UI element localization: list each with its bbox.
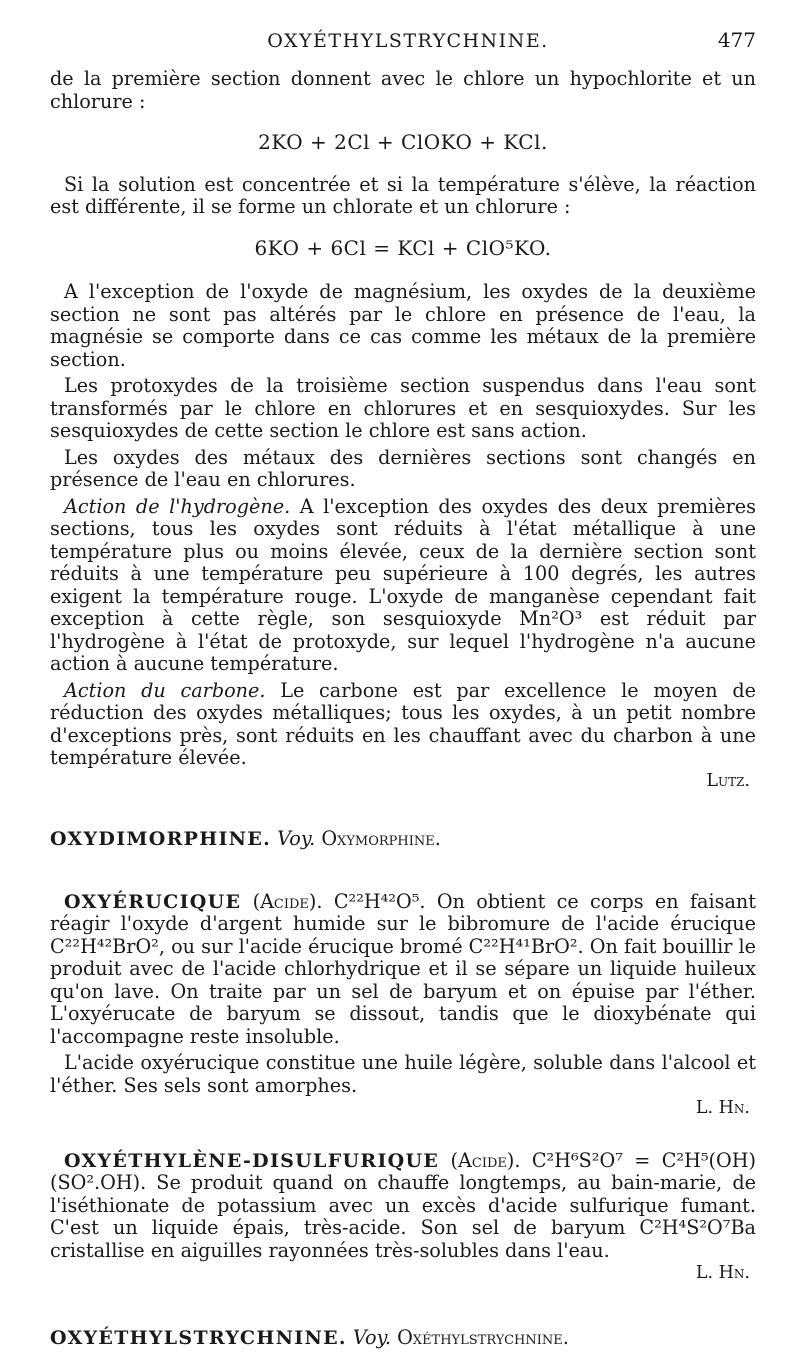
- voy-label: Voy.: [277, 827, 316, 850]
- paragraph-hydrogen-action: [50, 496, 756, 676]
- paragraph-magnesium-exception: A l'exception de l'oxyde de magnésium, les oxydes de la deuxième section ne sont pas altérés par le chlore en présence de l'eau, la magnésie se comporte dans ce cas comme les métaux de la première section.: [50, 280, 756, 371]
- page-body: [50, 68, 756, 1349]
- paragraph-continuation: de la première section donnent avec le chlore un hypochlorite et un chlorure :: [50, 67, 756, 113]
- entry-heading-oxydimorphine: OXYDIMORPHINE.: [50, 828, 272, 850]
- cross-reference-oxymorphine: Oxymorphine.: [321, 827, 441, 850]
- hydrogen-action-label: Action de l'hydrogène.: [64, 494, 291, 518]
- entry-text-oxyethylene-disulfurique: C²H⁶S²O⁷ = C²H⁵(OH)(SO².OH). Se produit quand on chauffe longtemps, au bain-marie, de l'iséthionate de potassium avec un excès d'acide sulfurique fumant. C'est un liquide épais, très-acide. Son sel de baryum C²H⁴S²O⁷Ba cristallise en aiguilles rayonnées très-solubles dans l'eau.: [50, 1148, 756, 1262]
- paragraph-carbon-action: [50, 680, 756, 770]
- formula-hypochlorite: 2KO + 2Cl + ClOKO + KCl.: [258, 130, 548, 154]
- entry-oxyerucique: [50, 891, 756, 1049]
- author-signature-lutz: Lutz.: [706, 770, 750, 791]
- paragraph-oxyerucique-properties: L'acide oxyérucique constitue une huile légère, soluble dans l'alcool et l'éther. Ses sels sont amorphes.: [50, 1051, 756, 1097]
- author-signature-lhn: L. Hn.: [695, 1098, 750, 1118]
- entry-qualifier-acide: (Acide).: [439, 1148, 521, 1172]
- hydrogen-action-text: A l'exception des oxydes des deux premières sections, tous les oxydes sont réduits à l'état métallique à une température plus ou moins élevée, ceux de la dernière section sont réduits à une température peu supérieure à 100 degrés, les autres exigent la température rouge. L'oxyde de manganèse cependant fait exception à cette règle, son sesquioxyde Mn²O³ est réduit par l'hydrogène à l'état de protoxyde, sur lequel l'hydrogène n'a aucune action à aucune température.: [50, 494, 756, 675]
- paragraph-protoxydes: Les protoxydes de la troisième section suspendus dans l'eau sont transformés par le chlore en chlorures et en sesquioxydes. Sur les sesquioxydes de cette section le chlore est sans action.: [50, 374, 756, 442]
- cross-reference-oxethylstrychnine: Oxéthylstrychnine.: [397, 1325, 569, 1349]
- paragraph-concentrated-solution: Si la solution est concentrée et si la température s'élève, la réaction est différente, il se forme un chlorate et un chlorure :: [50, 172, 756, 218]
- running-title: OXYÉTHYLSTRYCHNINE.: [267, 30, 549, 52]
- entry-text-oxyerucique: C²²H⁴²O⁵. On obtient ce corps en faisant réagir l'oxyde d'argent humide sur le bibromure de l'acide érucique C²²H⁴²BrO², ou sur l'acide érucique bromé C²²H⁴¹BrO². On fait bouillir le produit avec de l'acide chlorhydrique et il se sépare un liquide huileux qu'on lave. On traite par un sel de baryum et on épuise par l'éther. L'oxyérucate de baryum se dissout, tandis que le dioxybénate qui l'accompagne reste insoluble.: [50, 889, 756, 1048]
- carbon-action-label: Action du carbone.: [64, 678, 266, 702]
- page-number: 477: [717, 28, 756, 52]
- paragraph-last-sections: Les oxydes des métaux des dernières sections sont changés en présence de l'eau en chlorures.: [50, 445, 756, 491]
- formula-chlorate: 6KO + 6Cl = KCl + ClO⁵KO.: [254, 235, 552, 260]
- entry-heading-oxyethylene-disulfurique: OXYÉTHYLÈNE-DISULFURIQUE: [64, 1149, 440, 1172]
- entry-qualifier-acide: (Acide).: [241, 889, 323, 913]
- carbon-action-text: Le carbone est par excellence le moyen de réduction des oxydes métalliques; tous les oxydes, à un petit nombre d'exceptions près, sont réduits en les chauffant avec du charbon à une température élevée.: [50, 678, 756, 769]
- entry-heading-oxyethylstrychnine: OXYÉTHYLSTRYCHNINE.: [50, 1326, 347, 1349]
- entry-oxydimorphine: [50, 828, 756, 851]
- entry-oxyethylstrychnine: [50, 1327, 756, 1350]
- page-header: [60, 30, 756, 58]
- entry-oxyethylene-disulfurique: [50, 1150, 756, 1263]
- entry-heading-oxyerucique: OXYÉRUCIQUE: [64, 890, 242, 913]
- voy-label: Voy.: [352, 1325, 391, 1349]
- author-signature-lhn: L. Hn.: [695, 1263, 750, 1283]
